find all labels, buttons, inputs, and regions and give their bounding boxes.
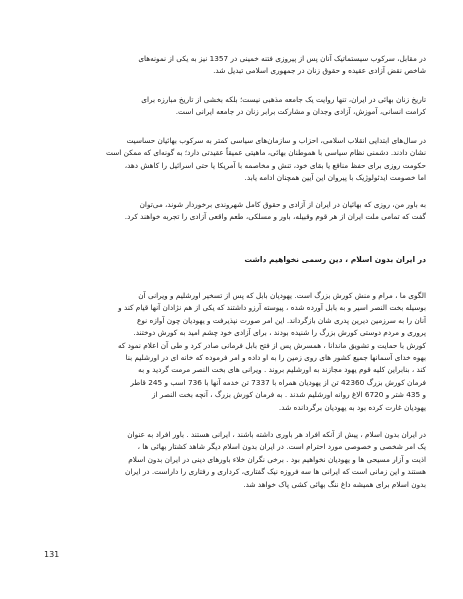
- text-line: نشان دادند. دشمنی نظام سیاسی با هموطنان بهائی، ماهیتی عمیقاً عقیدتی دارد؛ به گونه‌ای که ممکن است: [105, 148, 426, 158]
- text-line: آنان را به سرزمین دیرین پدری شان بازگرداند. این امر صورت نپذیرفت و یهودیان چون آوازه نوع: [137, 315, 426, 325]
- text-line: پروری و مردم دوستی کورش بزرگ را شنیده بودند ، برای آزادی خود چشم امید به کورش دوختند.: [133, 328, 426, 338]
- text-line: کورش با حمایت و تشویق ماندانا ، همسرش پس از فتح بابل فرمانی صادر کرد و طی آن اعلام نمود که: [117, 340, 426, 350]
- text-line: گفت که تمامی ملت ایران از هر قوم وقبیله، باور و مسلکی، طعم واقعی آزادی را تجربه خواهند کرد.: [124, 212, 426, 222]
- text-line: کرامت انسانی، آموزش، آزادی وجدان و مشارکت برابر زنان در جامعه ایرانی است.: [175, 107, 426, 117]
- paragraph-1: [34, 53, 426, 78]
- text-line: الگوی ما ، مرام و منش کورش بزرگ است. یهودیان بابل که پس از تسخیر اورشلیم و ویرانی آن: [138, 291, 426, 300]
- text-line: اذیت و آزار مسیحی ها و یهودیان نخواهیم بود . برخی نگران خلاء باورهای دینی در ایران بدون اسلام: [128, 454, 426, 464]
- text-line: تاریخ زنان بهائی در ایران، تنها روایت یک جامعه مذهبی نیست؛ بلکه بخشی از تاریخ مبارزه برای: [141, 95, 426, 104]
- page-number: 131: [44, 550, 60, 559]
- text-line: هستند و این زمانی است که ایرانی ها سه فروزه نیک گفتاری، کرداری و رفتاری را داراست. در ایران: [124, 467, 426, 477]
- text-line: کند ، بنابراین کلیه قوم یهود مجازند به اورشلیم بروند . ویرانی های بخت النصر مرمت گردید و به: [138, 365, 426, 375]
- text-line: بهوه خدای آسمانها جمیع کشور های روی زمین را به او داده و امر فرموده که خانه ای در اورشلیم بنا: [125, 353, 426, 363]
- text-line: شاخص نقض آزادی عقیده و حقوق زنان در جمهوری اسلامی تبدیل شد.: [213, 66, 426, 76]
- text-line: فرمان کورش بزرگ 42360 تن از یهودیان همراه با 7337 تن خدمه آنها با 736 اسب و 245 قاطر: [130, 377, 426, 387]
- text-line: یک امر شخصی و خصوصی مورد احترام است. در ایران بدون اسلام دیگر شاهد کشتار بهائی ها ،: [137, 442, 426, 452]
- text-line: اما خصومت ایدئولوژیک با پیروان این آیین همچنان ادامه یابد.: [244, 173, 426, 183]
- paragraph-3: [34, 135, 426, 185]
- text-line: در سال‌های ابتدایی انقلاب اسلامی، احزاب و سازمان‌های سیاسی کمتر به سرکوب بهائیان حساسیت: [126, 136, 426, 145]
- text-line: در مقابل، سرکوب سیستماتیک آنان پس از پیروزی فتنه خمینی در 1357 نیز به یکی از نمونه‌های: [138, 54, 426, 63]
- text-line: به باور من، روزی که بهائیان در ایران از آزادی و حقوق کامل شهروندی برخوردار شوند، می‌توان: [139, 200, 426, 209]
- paragraph-4: [34, 199, 426, 224]
- text-line: بوسیله بخت النصر اسیر و به بابل آورده شده ، پیوسته آرزو داشتند که یکی از هم نژادان آنها قیام کند و: [118, 303, 426, 313]
- paragraph-5: [34, 290, 426, 414]
- section-heading: در ایران بدون اسلام ، دین رسمی نخواهیم داشت: [244, 255, 426, 264]
- paragraph-6: [34, 429, 426, 491]
- text-line: و 435 شتر و 6720 الاغ روانه اورشلیم شدند . به فرمان کورش بزرگ ، آنچه بخت النصر از: [151, 390, 426, 400]
- text-line: بدون اسلام برای همیشه داغ ننگ بهائی کشی پاک خواهد شد.: [243, 479, 426, 489]
- text-line: حکومت روزی برای حفظ منافع یا بقای خود، تنش و مخاصمه با آمریکا یا حتی اسرائیل را کاهش دهد،: [124, 160, 426, 170]
- paragraph-2: [34, 94, 426, 119]
- text-line: یهودیان غارت کرده بود به یهودیان برگردانده شد.: [278, 402, 426, 412]
- text-line: در ایران بدون اسلام ، پیش از آنکه افراد هر باوری داشته باشند ، ایرانی هستند . باور افراد به عنوان: [127, 430, 426, 439]
